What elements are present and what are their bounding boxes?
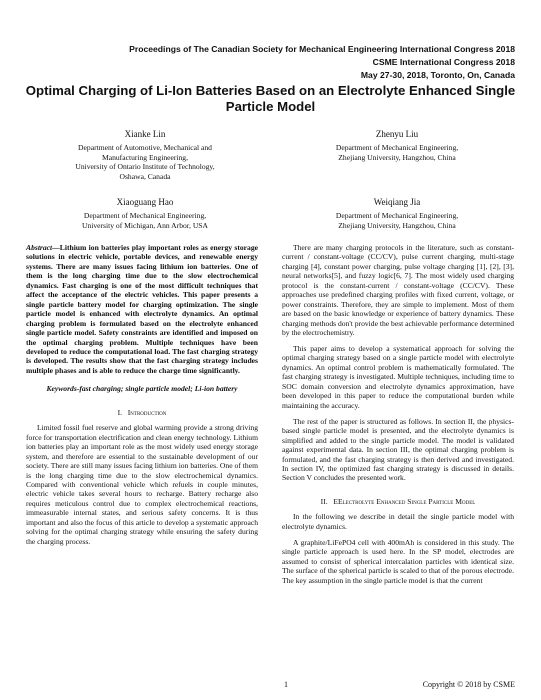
author-name: Xiaoguang Hao (116, 197, 174, 207)
author-affiliation-line: Department of Mechanical Engineering, (335, 143, 459, 152)
body-paragraph: The rest of the paper is structured as follows. In section II, the physics-based single particle model is presented, and the electrolyte dynamics is simplified and added to the single particle model. The model is validated against experimental data. In section III, the optimal charging problem is formulated, and the fast charging strategy is then derived and investigated. In section IV, the optimized fast charging strategy is discussed in details. Section V concludes the presented work. (282, 416, 514, 483)
congress-date-location: May 27-30, 2018, Toronto, On, Canada (360, 70, 515, 80)
body-paragraph: In the following we describe in detail the single particle model with electrolyte dynamics. (282, 512, 514, 531)
author-affiliation-line: Department of Automotive, Mechanical and (78, 143, 212, 152)
section-heading-model (282, 497, 514, 506)
body-paragraph: A graphite/LiFePO4 cell with 400mAh is considered in this study. The single particle approach is used here. In the SP model, electrodes are assumed to consist of spherical intercalation particles with identical size. The surface of the spherical particle is scaled to that of the porous electrode. The key assumption in the single particle model is that the current (282, 537, 514, 585)
right-column (282, 243, 514, 592)
author-affiliation-line: Zhejiang University, Hangzhou, China (338, 220, 456, 230)
author-affiliation-line: Department of Mechanical Engineering, (335, 211, 459, 220)
copyright-notice: Copyright © 2018 by CSME (422, 680, 515, 689)
proceedings-header: Proceedings of The Canadian Society for Mechanical Engineering International Congress 2018 (129, 44, 515, 54)
body-paragraph: This paper aims to develop a systematical approach for solving the optimal charging strategy based on a single particle model with electrolyte dynamics. An optimal control problem is mathematically formulated. The fast charging strategy is investigated. Multiple techniques, including time to SOC domain conversion and electrolyte dynamics approximation, have been developed in this paper to reduce the computational burden while maintaining the accuracy. (282, 344, 514, 410)
section-number: I. (117, 407, 123, 417)
abstract-text: —Lithium ion batteries play important roles as energy storage solutions in electric vehicle, portable devices, and renewable energy systems. There are many issues facing lithium ion batteries. One of them is the long charging time due to the slow electrochemical dynamics. Fast charging is one of the most difficult techniques that affect the acceptance of the electric vehicles. This paper presents a single particle battery model for charging optimization. The single particle model is enhanced with electrolyte dynamics. An optimal charging problem is formulated based on the electrolyte enhanced single particle model. Safety constraints are identified and imposed on the optimal charging problem. Multiple techniques have been developed to reduce the computational load. The fast charging strategy is developed. The results show that the fast charging strategy includes multiple phases and is able to reduce the charge time significantly. (26, 243, 258, 375)
section-title: EElectrolyte Enhanced Single Particle Model (333, 496, 476, 506)
page-number: 1 (284, 680, 288, 689)
author-name: Xianke Lin (124, 129, 166, 139)
left-column (26, 243, 258, 553)
abstract-label: Abstract (26, 243, 53, 252)
author-affiliation-line: Zhejiang University, Hangzhou, China (338, 152, 456, 162)
author-affiliation-line: University of Michigan, Ann Arbor, USA (81, 220, 209, 230)
author-block-jia (282, 196, 512, 230)
author-name: Weiqiang Jia (373, 197, 421, 207)
intro-paragraph: Limited fossil fuel reserve and global warming provide a strong driving force for transportation electrification and clean energy technology. Lithium ion batteries play an important role as the most widely used energy storage system, and therefore are essential to the sustainable development of our society. There are still many issues facing lithium ion batteries. One of them is the long charging time due to the slow electrochemical dynamics. Compared with conventional vehicle which refuels in couple minutes, electric vehicle takes several hours to recharge. Battery recharge also requires meticulous control due to complex electrochemical reactions, immeasurable internal states, and serious safety concerns. It is thus important and also the focus of this article to develop a systematic approach solving for the optimal charging strategy while ensuring the safety during the charging process. (26, 423, 258, 546)
section-heading-introduction (26, 408, 258, 417)
congress-name: CSME International Congress 2018 (372, 57, 515, 67)
author-block-lin (30, 128, 260, 181)
author-block-hao (30, 196, 260, 230)
section-number: II. (320, 496, 328, 506)
author-affiliation-line: Department of Mechanical Engineering, (83, 211, 207, 220)
author-name: Zhenyu Liu (375, 129, 419, 139)
keywords: Keywords-fast charging; single particle model; Li-ion battery (46, 384, 238, 394)
abstract (26, 243, 258, 375)
body-paragraph: There are many charging protocols in the literature, such as constant-current / constant-voltage (CC/CV), pulse current charging, multi-stage charging [4], constant power charging, pulse voltage charging [1], [2], [3], neural networks[5], and fuzzy logic[6, 7]. The most widely used charging protocol is the constant-current / constant-voltage (CC/CV). These approaches use predefined charging profiles with fixed current, voltage, or power constraints. Therefore, they are simple to implement. Most of them are based on the basic knowledge or experience of battery dynamics. These charging methods don't provide the best achievable performance determined by the electrochemistry. (282, 243, 514, 338)
section-title: Introduction (127, 407, 167, 417)
author-affiliation-line: Manufacturing Engineering, (101, 152, 189, 162)
author-affiliation-line: Oshawa, Canada (119, 171, 171, 181)
author-affiliation-line: University of Ontario Institute of Technology, (75, 162, 215, 172)
paper-title: Optimal Charging of Li-Ion Batteries Based on an Electrolyte Enhanced Single Particle Model (25, 83, 516, 114)
author-block-liu (282, 128, 512, 162)
